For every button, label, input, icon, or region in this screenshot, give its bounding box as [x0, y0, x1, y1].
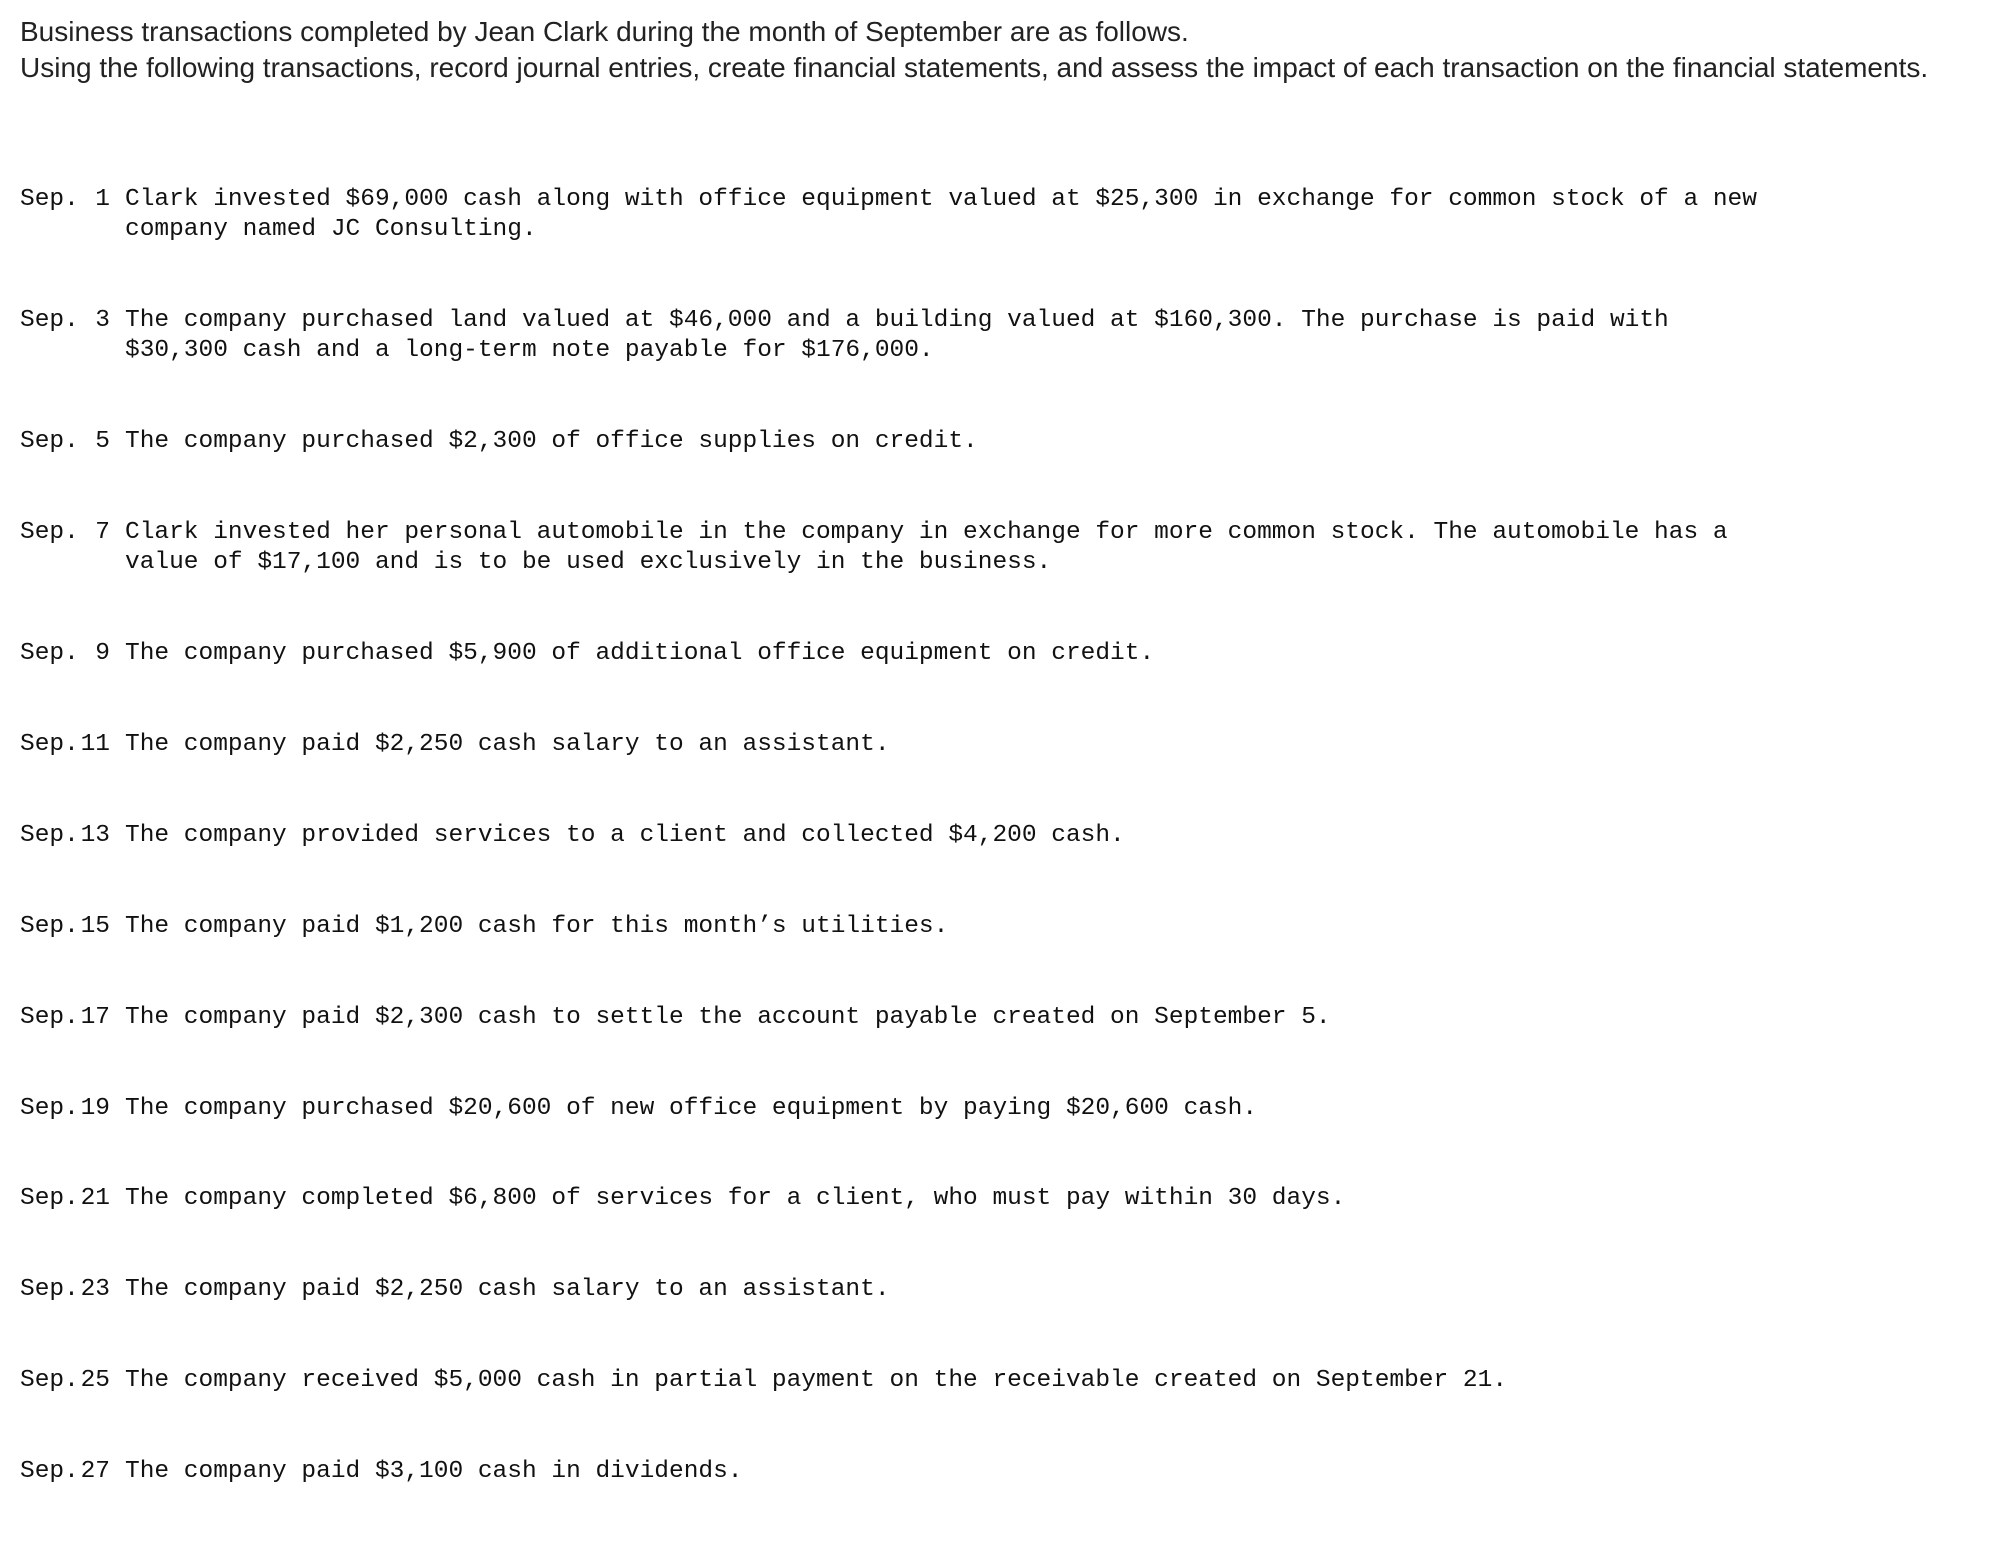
transaction-row [20, 1003, 2010, 1033]
transaction-date [20, 1457, 125, 1487]
intro-line-2: Using the following transactions, record journal entries, create financial statements, and assess the impact of each transaction on the financial statements. [20, 52, 1929, 83]
transaction-month: Sep. [20, 1276, 79, 1304]
transaction-date [20, 1003, 125, 1033]
transaction-row [20, 912, 2010, 942]
transaction-description: The company provided services to a client and collected $4,200 cash. [125, 821, 1125, 849]
transaction-day: 7 [95, 518, 110, 546]
transaction-month: Sep. [20, 518, 79, 546]
transaction-row [20, 1184, 2010, 1214]
transaction-day: 23 [80, 1276, 110, 1304]
transaction-date [20, 1275, 125, 1305]
transaction-day: 25 [80, 1367, 110, 1395]
transaction-list [20, 124, 2010, 1548]
transaction-description: The company paid $2,300 cash to settle the account payable created on September 5. [125, 1003, 1331, 1031]
transaction-date [20, 821, 125, 851]
transaction-description: The company purchased land valued at $46,000 and a building valued at $160,300. The purchase is paid with $30,300 cash and a long-term note payable for $176,000. [125, 306, 1669, 365]
problem-page [20, 14, 2010, 1548]
transaction-row [20, 1366, 2010, 1396]
transaction-row [20, 185, 2010, 246]
transaction-day: 21 [80, 1185, 110, 1213]
transaction-day: 11 [80, 730, 110, 758]
transaction-description: The company paid $1,200 cash for this month’s utilities. [125, 912, 949, 940]
problem-intro [20, 14, 2010, 86]
transaction-date [20, 1366, 125, 1396]
transaction-description: The company paid $2,250 cash salary to an assistant. [125, 730, 890, 758]
transaction-month: Sep. [20, 1367, 79, 1395]
transaction-row [20, 306, 2010, 367]
transaction-description: The company received $5,000 cash in partial payment on the receivable created on September 21. [125, 1367, 1508, 1395]
transaction-row [20, 821, 2010, 851]
transaction-date [20, 1094, 125, 1124]
transaction-month: Sep. [20, 427, 79, 455]
transaction-description: The company paid $3,100 cash in dividends. [125, 1458, 743, 1486]
transaction-month: Sep. [20, 185, 79, 213]
transaction-date [20, 306, 125, 336]
transaction-date [20, 639, 125, 669]
transaction-description: Clark invested her personal automobile in the company in exchange for more common stock. The automobile has a value of $17,100 and is to be used exclusively in the business. [125, 518, 1728, 577]
transaction-row [20, 1094, 2010, 1124]
transaction-month: Sep. [20, 912, 79, 940]
transaction-date [20, 518, 125, 548]
transaction-day: 13 [80, 821, 110, 849]
transaction-day: 1 [95, 185, 110, 213]
transaction-day: 5 [95, 427, 110, 455]
transaction-description: The company paid $2,250 cash salary to an assistant. [125, 1276, 890, 1304]
transaction-month: Sep. [20, 1094, 79, 1122]
transaction-description: The company purchased $5,900 of additional office equipment on credit. [125, 640, 1155, 668]
transaction-date [20, 185, 125, 215]
transaction-day: 9 [95, 640, 110, 668]
transaction-date [20, 1184, 125, 1214]
transaction-row [20, 730, 2010, 760]
transaction-month: Sep. [20, 306, 79, 334]
transaction-row [20, 639, 2010, 669]
transaction-date [20, 912, 125, 942]
transaction-row [20, 427, 2010, 457]
transaction-row [20, 1275, 2010, 1305]
transaction-day: 27 [80, 1458, 110, 1486]
transaction-day: 3 [95, 306, 110, 334]
transaction-day: 17 [80, 1003, 110, 1031]
transaction-row [20, 518, 2010, 579]
transaction-month: Sep. [20, 1003, 79, 1031]
transaction-month: Sep. [20, 1185, 79, 1213]
transaction-month: Sep. [20, 1458, 79, 1486]
transaction-date [20, 730, 125, 760]
transaction-description: Clark invested $69,000 cash along with office equipment valued at $25,300 in exchange for common stock of a new company named JC Consulting. [125, 185, 1757, 243]
transaction-day: 15 [80, 912, 110, 940]
transaction-month: Sep. [20, 640, 79, 668]
transaction-day: 19 [80, 1094, 110, 1122]
intro-line-1: Business transactions completed by Jean Clark during the month of September are as follows. [20, 16, 1189, 47]
transaction-month: Sep. [20, 730, 79, 758]
transaction-description: The company purchased $20,600 of new office equipment by paying $20,600 cash. [125, 1094, 1258, 1122]
transaction-month: Sep. [20, 821, 79, 849]
transaction-description: The company purchased $2,300 of office supplies on credit. [125, 427, 978, 455]
transaction-date [20, 427, 125, 457]
transaction-description: The company completed $6,800 of services for a client, who must pay within 30 days. [125, 1185, 1346, 1213]
transaction-row [20, 1457, 2010, 1487]
